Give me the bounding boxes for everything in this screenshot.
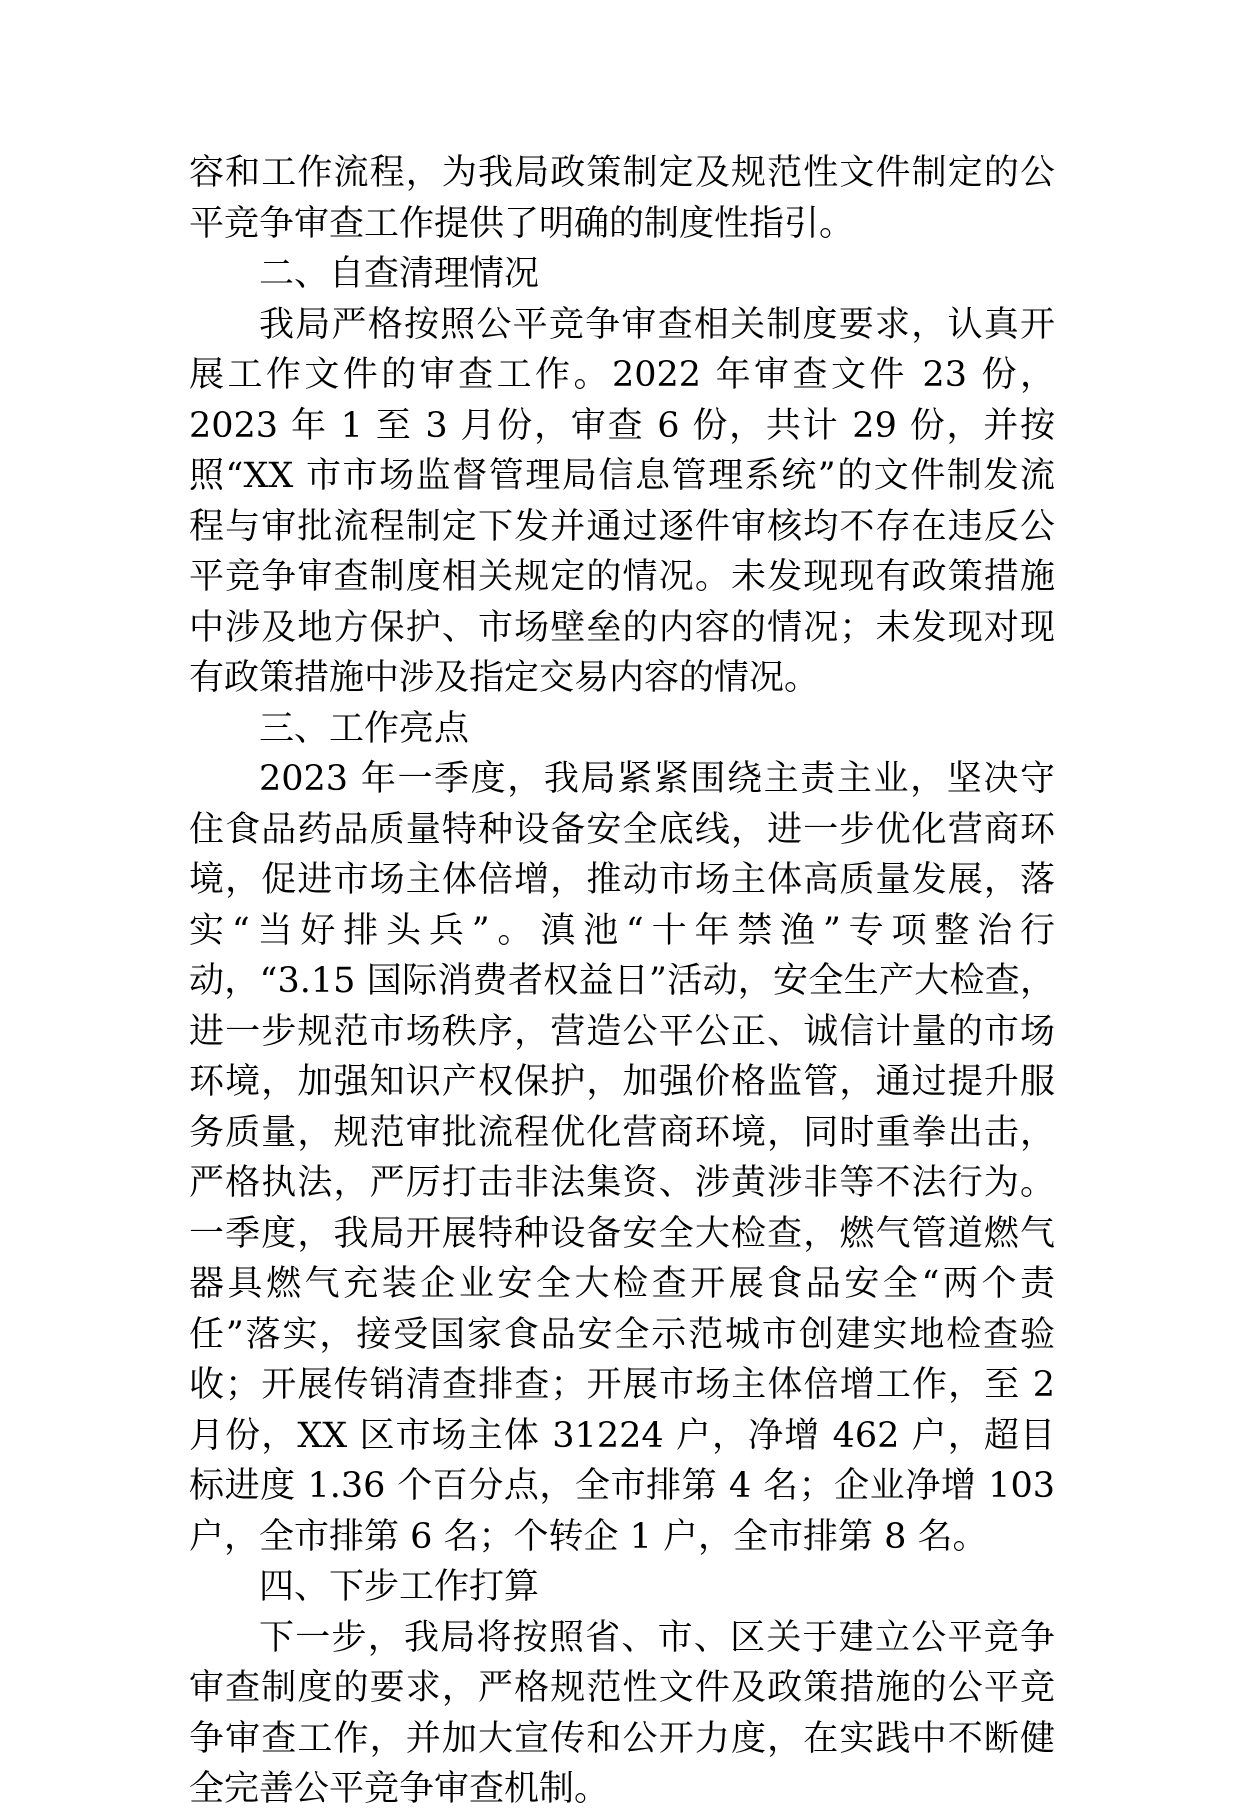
paragraph-continuation: 容和工作流程，为我局政策制定及规范性文件制定的公平竞争审查工作提供了明确的制度性指引。 [189,153,1055,244]
paragraph-next-steps: 下一步，我局将按照省、市、区关于建立公平竞争审查制度的要求，严格规范性文件及政策措施的公平竞争审查工作，并加大宣传和公开力度，在实践中不断健全完善公平竞争审查机制。 [189,1617,1055,1809]
paragraph-self-inspection: 我局严格按照公平竞争审查相关制度要求，认真开展工作文件的审查工作。2022 年审查文件 23 份，2023 年 1 至 3 月份，审查 6 份，共计 29 份，并按照“XX 市市场监督管理局信息管理系统”的文件制发流程与审批流程制定下发并通过逐件审核均不存在违反公平竞争审查制度相关规定的情况。未发现现有政策措施中涉及地方保护、市场壁垒的内容的情况；未发现对现有政策措施中涉及指定交易内容的情况。 [189,304,1055,698]
section-heading-next-steps: 四、下步工作打算 [259,1567,540,1607]
section-heading-highlights: 三、工作亮点 [259,708,470,749]
document-body [189,148,1055,1815]
section-heading-self-inspection: 二、自查清理情况 [259,254,540,294]
paragraph-highlights: 2023 年一季度，我局紧紧围绕主责主业，坚决守住食品药品质量特种设备安全底线，进一步优化营商环境，促进市场主体倍增，推动市场主体高质量发展，落实“当好排头兵”。滇池“十年禁渔”专项整治行动，“3.15 国际消费者权益日”活动，安全生产大检查，进一步规范市场秩序，营造公平公正、诚信计量的市场环境，加强知识产权保护，加强价格监管，通过提升服务质量，规范审批流程优化营商环境，同时重拳出击，严格执法，严厉打击非法集资、涉黄涉非等不法行为。一季度，我局开展特种设备安全大检查，燃气管道燃气器具燃气充装企业安全大检查开展食品安全“两个责任”落实，接受国家食品安全示范城市创建实地检查验收；开展传销清查排查；开展市场主体倍增工作，至 2 月份，XX 区市场主体 31224 户，净增 462 户，超目标进度 1.36 个百分点，全市排第 4 名；企业净增 103 户，全市排第 6 名；个转企 1 户，全市排第 8 名。 [189,759,1055,1557]
